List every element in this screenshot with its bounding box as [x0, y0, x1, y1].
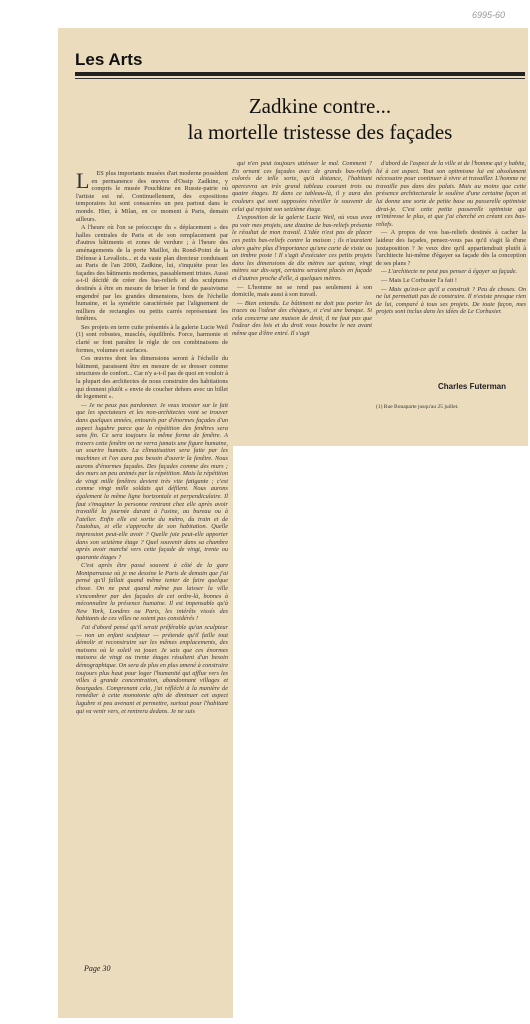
paragraph: ES plus importants musées d'art moderne possèdent en permanence des œuvres d'Ossip Zadkine, y compris le musée Pouchkine en Russie-patrie où l'artiste est né. Continuellement, des expositions temporaires lui sont consacrées un peu partout dans le monde. Hier, à Milan, en ce moment à Paris, demain ailleurs. — [76, 170, 228, 223]
paragraph: L'exposition de la galerie Lucie Weil, où vous avez pu voir mes projets, une dizaine de bas-reliefs présente le résultat de mon travail. L'idée n'est pas de placer ces petits bas-reliefs contre la maison ; ils n'auraient alors guère plus d'importance qu'une carte de visite ou un timbre poste ! Il s'agit d'exécuter ces petits projets dans les dimensions de dix mètres sur quinze, vingt mètres sur dix-sept, certains seraient placés en façade et d'autres proche d'elle, à quelques mètres. — [232, 214, 372, 282]
paragraph: Ses projets en terre cuite présentés à la galerie Lucie Weil (1) sont robustes, musclés, équilibrés. Force, harmonie et clarté se font paraître le règle de ces combinaisons de formes, volumes et surfaces. — [76, 323, 228, 354]
paragraph: — L'homme ne se rend pas seulement à son domicile, mais aussi à son travail. — [232, 283, 372, 299]
page-number: Page 30 — [84, 964, 111, 973]
handwritten-note: 6995-60 — [472, 10, 506, 20]
heading-rule-thin — [75, 78, 525, 79]
paragraph: — Mais qu'est-ce qu'il a construit ? Peu de choses. On ne lui permettait pas de construire. Il n'existe presque rien de lui, comparé à tous ses projets. De toute façon, mes projets sont inclus dans les idées de Le Corbusier. — [376, 285, 526, 316]
article-title-line2: la mortelle tristesse des façades — [187, 120, 453, 144]
paragraph: — L'architecte ne peut pas penser à égayer sa façade. — [381, 268, 518, 276]
article-column-2 — [232, 160, 372, 438]
paragraph: C'est après être passé souvent à côté de la gare Montparnasse où je me dessine le Paris de demain que j'ai pensé qu'il fallait quand même tenter de faire quelque chose. On ne peut quand même pas laisser la ville s'encombrer par des façades de cet ordre-là, bonnes à méconnaître la présence humaine. Il est impensable qu'à New York, Londres ou Paris, les intérêts vissés des habitants de ces villes ne soient pas considérés ! — [76, 562, 228, 623]
paragraph: d'abord de l'aspect de la ville et de l'homme qui y habite, lié à cet aspect. Tout son optimisme lui est absolument nécessaire pour continuer à vivre et travailler. L'homme ne travaille pas dans des palais. Mais au moins que cette présence architecturale le soulève d'une certaine façon et lui donne une sorte de petite base ou passerelle optimiste dirai-je. C'est cette petite passerelle optimiste qui m'intéresse le plus, et que j'ai cherché en créant ces bas-reliefs. — [376, 160, 526, 228]
paragraph: J'ai d'abord pensé qu'il serait préférable qu'un sculpteur — non un enfant sculpteur — prétende qu'il faille tout démolir et reconstruire sur les mêmes emplacements, des maisons où le soleil va jouer. Je sais que ces énormes maisons de vingt ou trente étages résultent d'un besoin démographique. On sera de plus en plus amené à construire toujours plus haut pour loger l'humanité qui afflue vers les villes à grande concentration, abandonnant villages et bourgades. Comprenant cela, j'ai réfléchi à la manière de remédier à cette monotonie afin de diminuer cet aspect lugubre si peu avenant et permettre, surtout pour l'habitant qui va venir vers, et rentrera dedans. Je ne suis — [76, 624, 228, 715]
paragraph: — Bien entendu. Le bâtiment ne doit pas porter les traces ou l'odeur des chèques, si c'est une banque. Si cela concerne une maison de droit, il ne faut pas que l'odeur des lois et du droit vous bouche le nez avant même que d'être entré. Il s'agit — [232, 299, 372, 338]
paragraph: qui n'en peut toujours atténuer le mal. Comment ? En ornant ces façades avec de grands bas-reliefs colorés de telle sorte, qu'à distance, l'habitant apercevra un très grand tableau courant trois ou quatre étages. Et dans ce tableau-là, il y aura des couleurs qui sont supposées réveiller le souvenir de celui qui rejoint son seizième étage. — [232, 160, 372, 213]
heading-rule — [75, 72, 525, 76]
paragraph: — A propos de vos bas-reliefs destinés à cacher la laideur des façades, pensez-vous pas qu'il s'agit là d'une juxtaposition ? Je veux dire qu'il appartiendrait plutôt à l'architecte lui-même d'égayer sa façade dès la conception de ses plans ? — [376, 229, 526, 267]
paragraph: — Je ne peux pas pardonner. Je veux insister sur le fait que les spectateurs et les non-architectes vont se trouver dans quelques années, entourés par d'énormes façades d'un aspect lugubre parce que la répétition des fenêtres sera sans fin. Ce sera toujours la même forme de fenêtre. A travers cette fenêtre on ne verra jamais une figure humaine, un sourire humain. La climatisation sera faite par les machines et l'on aura pas besoin d'ouvrir la fenêtre. Nous aurons d'énormes façades. Des façades comme des murs ; des murs un peu animés par la répétition. Mais la répétition de vingt mille fenêtres devient très vite fatigante ; c'est comme vingt mille soldats qui défilent. Nous aurons également la même ligne horizontale et perpendiculaire. Il faut s'imaginer la personne rentrant chez elle après avoir travaillé la journée durant à l'usine, au bureau ou à l'atelier. Enfin elle est sortie du métro, du train et de l'autobus, et elle s'approche de son habitation. Quelle impression peut-elle avoir ? Quelle joie peut-elle apporter dans son seizième étage ? Quel souvenir dans sa chambre après avoir marché vers cette façade de vingt, trente ou quarante étages ? — [76, 401, 228, 561]
article-column-3 — [376, 160, 526, 365]
paragraph: — Mais Le Corbusier l'a fait ! — [381, 276, 457, 284]
paragraph: A l'heure où l'on se préoccupe du « déplacement » des halles centrales de Paris et de son remplacement par d'autres bâtiments et zones de verdure ; à l'heure des aménagements de la porte Maillot, du Rond-Point de la Défense à Levallois... et du vaste plan directeur conduisant au Paris de l'an 2000, Zadkine, lui, s'inquiète pour les façades des bâtiments modernes, passablement tristes. Aussi a-t-il décidé de créer des bas-reliefs et des sculptures destinés à être en mesure de briser le fond de passivisme engendré par les grandes dimensions, hors de l'échelle humaine, et la symétrie caractérisée par l'alignement de milliers de rectangles ou petits carrés représentant les fenêtres. — [76, 224, 228, 323]
footnote: (1) Rue Bonaparte jusqu'au 25 juillet. — [376, 404, 459, 410]
section-heading: Les Arts — [75, 50, 143, 69]
author-signature: Charles Futerman — [438, 382, 507, 391]
paragraph: Ces œuvres dont les dimensions seront à l'échelle du bâtiment, paraissent être en mesure de se dresser comme structures de confort... Car n'y a-t-il pas de quoi en vouloir à la plupart des architectes de nous construire des habitations qui donnent plutôt « envie de coucher dehors avec un billet de logement ». — [76, 355, 228, 401]
article-title-line1: Zadkine contre... — [248, 94, 392, 118]
article-column-1 — [76, 170, 228, 1010]
drop-cap: L — [76, 168, 90, 193]
